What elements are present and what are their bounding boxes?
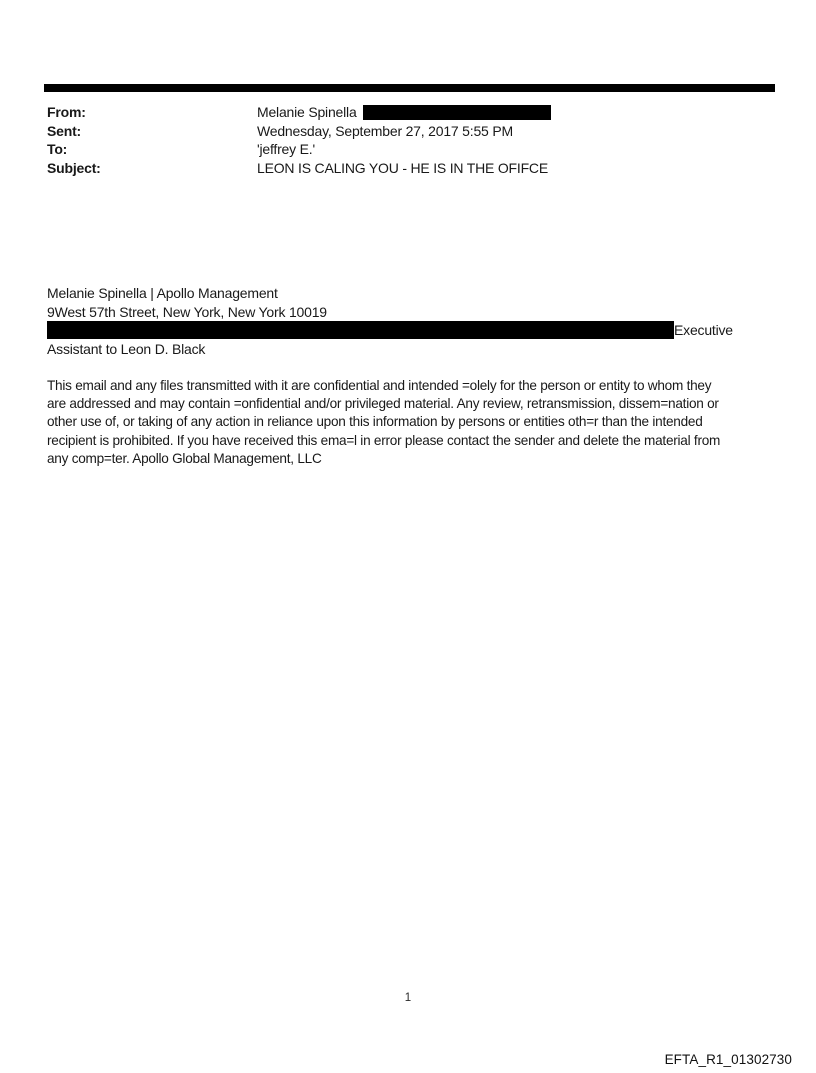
subject-value: LEON IS CALING YOU - HE IS IN THE OFIFCE (257, 159, 548, 176)
to-label: To: (47, 141, 68, 158)
disclaimer-line: This email and any files transmitted with it are confidential and intended =olely for the person or entity to whom they (47, 378, 712, 393)
sent-label: Sent: (47, 122, 82, 139)
header-row-from (47, 103, 551, 122)
signature-name-company: Melanie Spinella | Apollo Management (47, 285, 278, 301)
from-redaction-bar (363, 105, 551, 120)
page-number: 1 (404, 992, 412, 1004)
signature-address: 9West 57th Street, New York, New York 10019 (47, 303, 327, 320)
bates-number: EFTA_R1_01302730 (664, 1052, 792, 1067)
subject-label: Subject: (47, 159, 101, 176)
header-row-sent (47, 122, 551, 141)
signature-redacted-line (47, 321, 733, 340)
email-header-block (47, 103, 551, 177)
signature-title-continuation: Assistant to Leon D. Black (47, 340, 206, 357)
signature-block (47, 284, 733, 358)
confidentiality-disclaimer (47, 377, 720, 468)
header-divider-rule (44, 84, 775, 92)
from-label: From: (47, 104, 86, 120)
disclaimer-line: other use of, or taking of any action in reliance upon this information by persons or entities oth=r than the intended (47, 414, 703, 430)
disclaimer-line: recipient is prohibited. If you have received this ema=l in error please contact the sender and delete the material from (47, 432, 721, 448)
header-row-to (47, 140, 551, 159)
disclaimer-line: are addressed and may contain =onfidential and/or privileged material. Any review, retransmission, dissem=nation or (47, 396, 719, 412)
from-value (257, 103, 551, 122)
signature-redaction-bar (47, 321, 674, 339)
sent-value: Wednesday, September 27, 2017 5:55 PM (257, 122, 513, 139)
from-sender-name: Melanie Spinella (257, 104, 357, 120)
header-row-subject (47, 159, 551, 178)
signature-title-suffix: Executive (674, 322, 733, 339)
to-value: 'jeffrey E.' (257, 141, 315, 158)
disclaimer-line: any comp=ter. Apollo Global Management, LLC (47, 450, 322, 466)
